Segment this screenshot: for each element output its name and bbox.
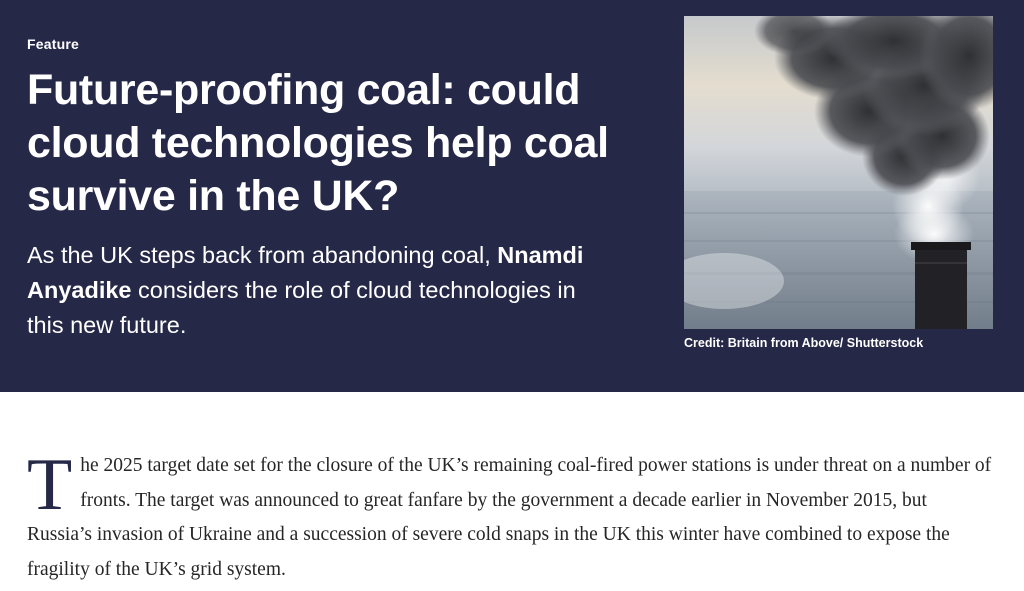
article-category[interactable]: Feature xyxy=(27,36,79,52)
standfirst-text-end: considers the role of cloud technologies in this new future. xyxy=(27,277,576,338)
coal-power-station-photo xyxy=(684,16,993,329)
paragraph-text: he 2025 target date set for the closure of the UK’s remaining coal-fired power stations is under threat on a number of fronts. The target was announced to great fanfare by the government a decade earlier in November 2015, but Russia’s invasion of Ukraine and a succession of severe cold snaps in the UK this winter have combined to expose the fragility of the UK’s grid system. xyxy=(27,455,992,580)
article-body-paragraph xyxy=(27,444,992,587)
article-title: Future-proofing coal: could cloud technologies help coal survive in the UK? xyxy=(27,66,609,220)
author-name[interactable]: Nnamdi Anyadike xyxy=(27,242,584,303)
drop-cap: T xyxy=(27,444,73,526)
standfirst-text: As the UK steps back from abandoning coal, xyxy=(27,242,498,268)
image-credit: Credit: Britain from Above/ Shutterstock xyxy=(684,336,924,350)
article-standfirst xyxy=(27,238,617,343)
